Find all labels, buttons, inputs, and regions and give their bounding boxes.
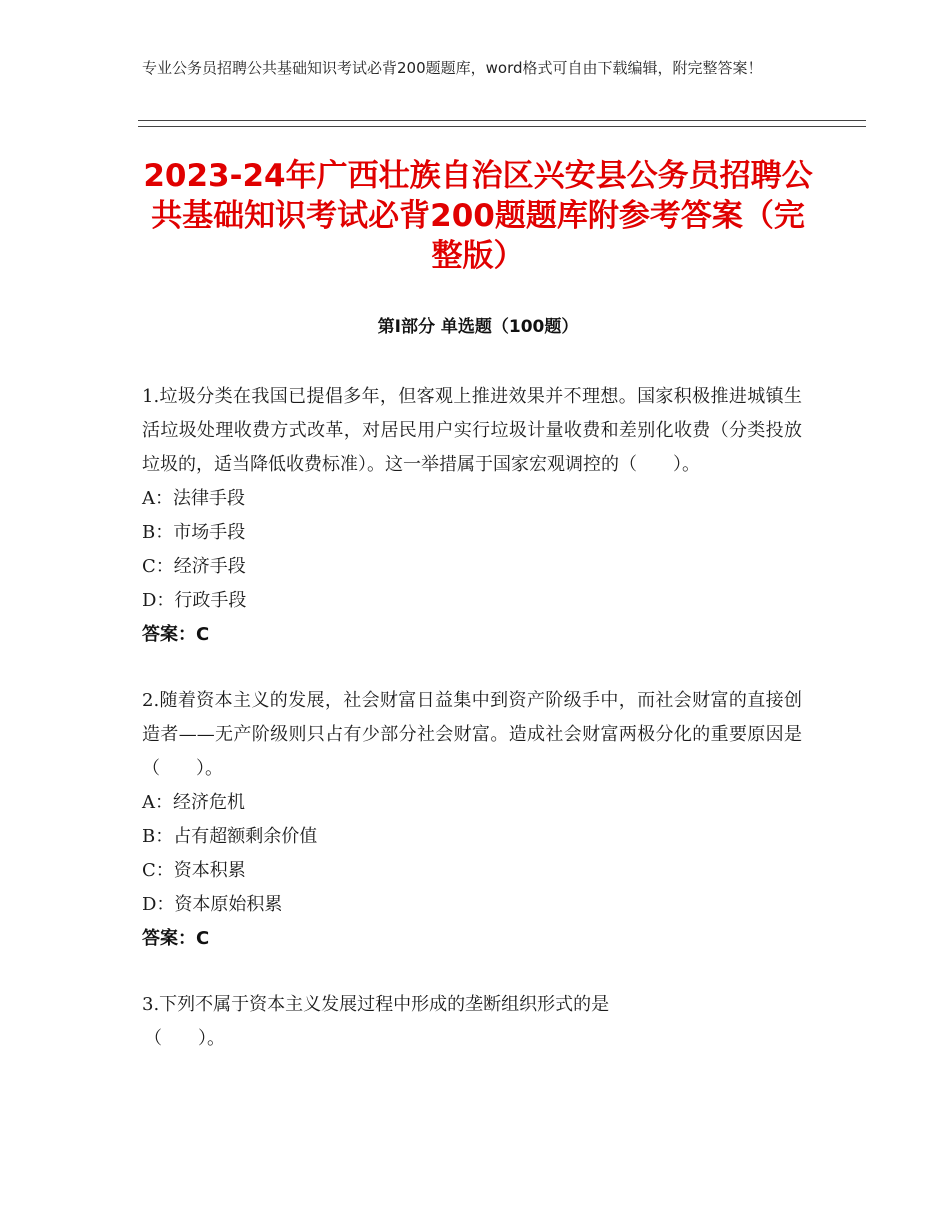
header-divider xyxy=(138,120,866,127)
question-stem xyxy=(142,988,802,1056)
question-1 xyxy=(142,380,802,652)
option-a: A：法律手段 xyxy=(142,488,245,509)
question-stem-blank: （ ）。 xyxy=(144,1028,225,1049)
option-b: B：市场手段 xyxy=(142,522,246,543)
question-2 xyxy=(142,684,802,956)
answer: 答案：C xyxy=(142,624,210,645)
question-stem: 2.随着资本主义的发展，社会财富日益集中到资产阶级手中，而社会财富的直接创造者——无产阶级则只占有少部分社会财富。造成社会财富两极分化的重要原因是（ ）。 xyxy=(142,690,802,779)
option-b: B：占有超额剩余价值 xyxy=(142,826,318,847)
option-d: D：行政手段 xyxy=(142,590,247,611)
question-3 xyxy=(142,988,802,1056)
option-c: C：资本积累 xyxy=(142,860,246,881)
option-c: C：经济手段 xyxy=(142,556,246,577)
option-d: D：资本原始积累 xyxy=(142,894,283,915)
question-stem-text: 3.下列不属于资本主义发展过程中形成的垄断组织形式的是 xyxy=(142,994,610,1015)
header-note: 专业公务员招聘公共基础知识考试必背200题题库，word格式可自由下载编辑，附完整答案！ xyxy=(142,59,763,77)
question-list xyxy=(142,380,802,1088)
document-title: 2023-24年广西壮族自治区兴安县公务员招聘公共基础知识考试必背200题题库附参考答案（完整版） xyxy=(143,158,813,274)
question-stem: 1.垃圾分类在我国已提倡多年，但客观上推进效果并不理想。国家积极推进城镇生活垃圾处理收费方式改革，对居民用户实行垃圾计量收费和差别化收费（分类投放垃圾的，适当降低收费标准）。这一举措属于国家宏观调控的（ ）。 xyxy=(142,386,802,475)
section-title: 第Ⅰ部分 单选题（100题） xyxy=(377,317,579,337)
option-a: A：经济危机 xyxy=(142,792,245,813)
answer: 答案：C xyxy=(142,928,210,949)
